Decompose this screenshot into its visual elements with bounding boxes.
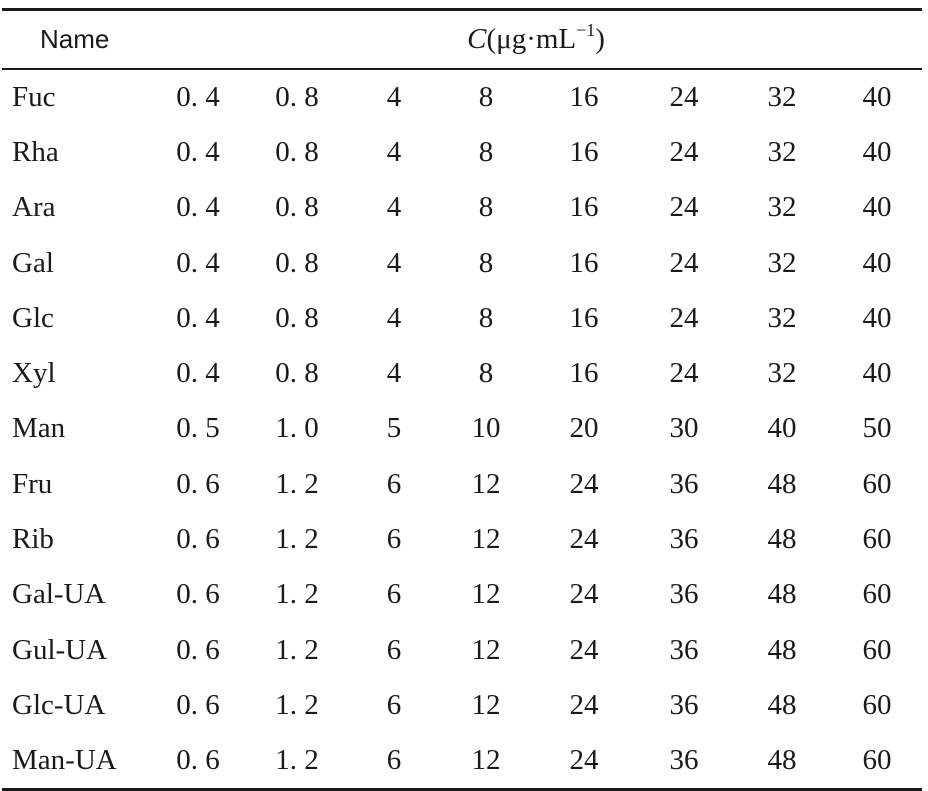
concentration-cell: 48 <box>767 633 797 666</box>
table-row <box>2 346 922 401</box>
row-name-cell: Man <box>12 412 66 445</box>
concentration-cell: 0. 4 <box>176 135 220 168</box>
concentration-cell: 24 <box>669 301 699 334</box>
table-row <box>2 70 922 125</box>
concentration-cell: 8 <box>478 191 494 224</box>
concentration-cell: 32 <box>767 135 797 168</box>
concentration-cell: 30 <box>669 412 699 445</box>
concentration-cell: 0. 8 <box>275 357 319 390</box>
concentration-cell: 24 <box>669 357 699 390</box>
concentration-cell: 6 <box>386 523 402 556</box>
concentration-close-paren: ) <box>595 23 605 55</box>
concentration-cell: 0. 5 <box>176 412 220 445</box>
row-name-cell: Gul-UA <box>12 633 108 666</box>
concentration-cell: 32 <box>767 80 797 113</box>
concentration-cell: 0. 6 <box>176 688 220 721</box>
concentration-cell: 40 <box>862 80 892 113</box>
concentration-cell: 1. 2 <box>275 688 319 721</box>
concentration-cell: 6 <box>386 578 402 611</box>
concentration-cell: 40 <box>767 412 797 445</box>
concentration-cell: 12 <box>471 633 501 666</box>
table-row <box>2 235 922 290</box>
concentration-cell: 40 <box>862 191 892 224</box>
concentration-cell: 8 <box>478 80 494 113</box>
concentration-cell: 1. 2 <box>275 633 319 666</box>
concentration-cell: 0. 8 <box>275 135 319 168</box>
concentration-cell: 0. 8 <box>275 246 319 279</box>
concentration-cell: 0. 8 <box>275 191 319 224</box>
concentration-table <box>2 8 922 791</box>
concentration-symbol: C <box>467 23 487 55</box>
row-name-cell: Rib <box>12 523 54 556</box>
concentration-cell: 24 <box>669 80 699 113</box>
concentration-cell: 16 <box>569 191 599 224</box>
concentration-cell: 12 <box>471 467 501 500</box>
concentration-cell: 4 <box>386 301 402 334</box>
concentration-cell: 0. 6 <box>176 467 220 500</box>
concentration-cell: 24 <box>569 633 599 666</box>
concentration-cell: 16 <box>569 135 599 168</box>
concentration-cell: 36 <box>669 578 699 611</box>
concentration-cell: 16 <box>569 80 599 113</box>
row-name-cell: Ara <box>12 191 56 224</box>
header-row <box>2 11 922 68</box>
concentration-cell: 24 <box>669 246 699 279</box>
concentration-cell: 0. 6 <box>176 744 220 777</box>
concentration-cell: 12 <box>471 578 501 611</box>
concentration-cell: 36 <box>669 744 699 777</box>
table-body <box>2 70 922 789</box>
concentration-cell: 32 <box>767 301 797 334</box>
concentration-cell: 24 <box>569 467 599 500</box>
concentration-cell: 5 <box>386 412 402 445</box>
concentration-cell: 12 <box>471 744 501 777</box>
concentration-cell: 36 <box>669 633 699 666</box>
concentration-cell: 0. 6 <box>176 523 220 556</box>
concentration-cell: 24 <box>569 578 599 611</box>
concentration-cell: 0. 4 <box>176 301 220 334</box>
concentration-cell: 12 <box>471 688 501 721</box>
concentration-cell: 32 <box>767 191 797 224</box>
row-name-cell: Man-UA <box>12 744 117 777</box>
concentration-cell: 48 <box>767 578 797 611</box>
concentration-cell: 60 <box>862 578 892 611</box>
concentration-cell: 24 <box>569 744 599 777</box>
concentration-cell: 1. 2 <box>275 523 319 556</box>
concentration-cell: 60 <box>862 633 892 666</box>
concentration-cell: 16 <box>569 357 599 390</box>
concentration-cell: 36 <box>669 688 699 721</box>
table-row <box>2 512 922 567</box>
table-row <box>2 678 922 733</box>
concentration-cell: 4 <box>386 80 402 113</box>
concentration-cell: 6 <box>386 688 402 721</box>
concentration-cell: 48 <box>767 744 797 777</box>
concentration-cell: 40 <box>862 357 892 390</box>
row-name-cell: Fuc <box>12 80 56 113</box>
concentration-cell: 0. 4 <box>176 191 220 224</box>
table-row <box>2 457 922 512</box>
concentration-cell: 60 <box>862 688 892 721</box>
data-table <box>2 11 922 788</box>
concentration-cell: 24 <box>669 191 699 224</box>
concentration-cell: 8 <box>478 246 494 279</box>
concentration-cell: 4 <box>386 357 402 390</box>
concentration-cell: 8 <box>478 301 494 334</box>
table-row <box>2 622 922 677</box>
concentration-cell: 40 <box>862 135 892 168</box>
concentration-cell: 6 <box>386 467 402 500</box>
table-row <box>2 401 922 456</box>
concentration-cell: 0. 4 <box>176 246 220 279</box>
concentration-cell: 24 <box>569 688 599 721</box>
concentration-cell: 16 <box>569 246 599 279</box>
row-name-cell: Fru <box>12 467 53 500</box>
concentration-cell: 12 <box>471 523 501 556</box>
concentration-unit: μg·mL <box>496 23 577 55</box>
table-row <box>2 733 922 788</box>
concentration-cell: 24 <box>669 135 699 168</box>
row-name-cell: Glc <box>12 301 54 334</box>
concentration-cell: 10 <box>471 412 501 445</box>
concentration-cell: 40 <box>862 246 892 279</box>
concentration-cell: 32 <box>767 246 797 279</box>
concentration-cell: 50 <box>862 412 892 445</box>
concentration-cell: 36 <box>669 523 699 556</box>
concentration-cell: 48 <box>767 688 797 721</box>
concentration-cell: 4 <box>386 191 402 224</box>
concentration-cell: 4 <box>386 246 402 279</box>
concentration-cell: 4 <box>386 135 402 168</box>
concentration-cell: 16 <box>569 301 599 334</box>
concentration-cell: 36 <box>669 467 699 500</box>
concentration-cell: 1. 2 <box>275 744 319 777</box>
concentration-cell: 1. 2 <box>275 578 319 611</box>
row-name-cell: Glc-UA <box>12 688 106 721</box>
concentration-cell: 0. 4 <box>176 80 220 113</box>
concentration-cell: 60 <box>862 744 892 777</box>
row-name-cell: Rha <box>12 135 59 168</box>
concentration-cell: 1. 0 <box>275 412 319 445</box>
concentration-cell: 48 <box>767 467 797 500</box>
concentration-cell: 0. 6 <box>176 578 220 611</box>
concentration-cell: 24 <box>569 523 599 556</box>
table-row <box>2 180 922 235</box>
concentration-cell: 8 <box>478 135 494 168</box>
concentration-cell: 8 <box>478 357 494 390</box>
row-name-cell: Gal-UA <box>12 578 106 611</box>
row-name-cell: Xyl <box>12 357 56 390</box>
row-name-cell: Gal <box>12 246 54 279</box>
concentration-cell: 0. 8 <box>275 301 319 334</box>
concentration-cell: 60 <box>862 523 892 556</box>
table-row <box>2 125 922 180</box>
concentration-cell: 6 <box>386 633 402 666</box>
concentration-cell: 20 <box>569 412 599 445</box>
concentration-cell: 40 <box>862 301 892 334</box>
column-header-name: Name <box>40 24 110 54</box>
concentration-cell: 1. 2 <box>275 467 319 500</box>
concentration-cell: 60 <box>862 467 892 500</box>
concentration-unit-exponent: −1 <box>576 20 596 40</box>
concentration-cell: 0. 8 <box>275 80 319 113</box>
concentration-cell: 6 <box>386 744 402 777</box>
table-row <box>2 291 922 346</box>
column-header-concentration <box>150 11 922 68</box>
concentration-cell: 48 <box>767 523 797 556</box>
concentration-cell: 32 <box>767 357 797 390</box>
concentration-cell: 0. 6 <box>176 633 220 666</box>
table-row <box>2 567 922 622</box>
concentration-open-paren: ( <box>486 23 497 55</box>
concentration-cell: 0. 4 <box>176 357 220 390</box>
